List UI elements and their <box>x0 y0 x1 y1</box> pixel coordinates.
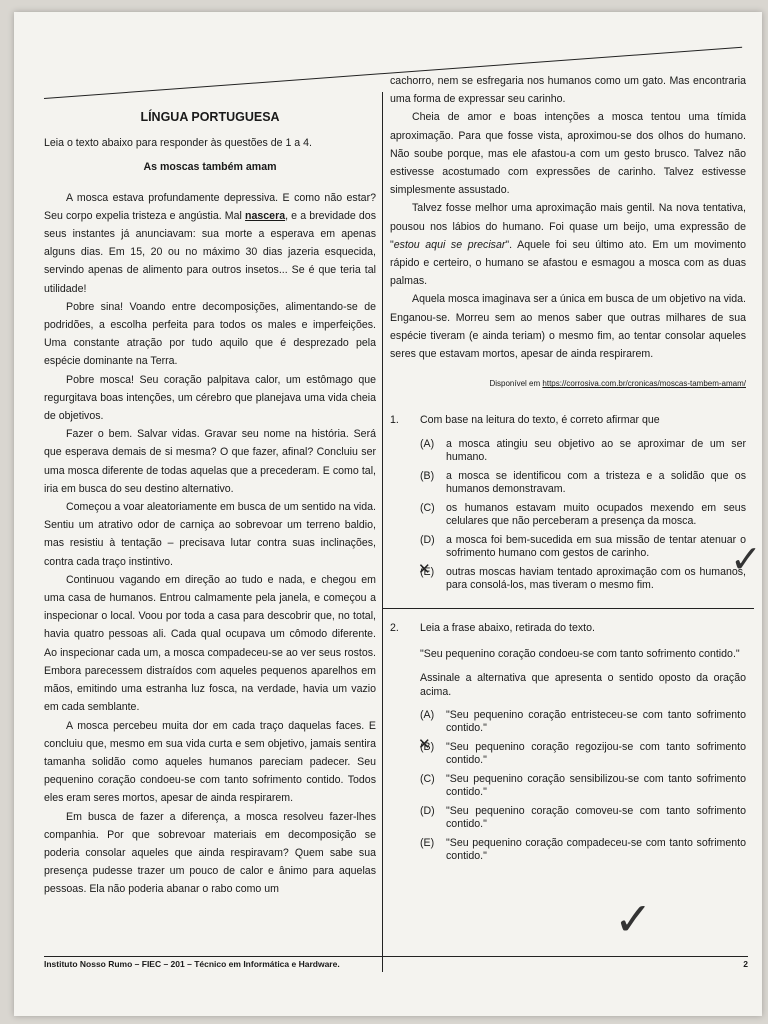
question-1 <box>390 411 746 597</box>
source-citation: Disponível em https://corrosiva.com.br/cronicas/moscas-tambem-amam/ <box>489 379 746 389</box>
marked-option: (B) ✕ <box>420 741 446 767</box>
answer-option[interactable]: (D) a mosca foi bem-sucedida em sua missão de tentar atenuar o sofrimento humano com gestos de carinho. <box>420 533 746 559</box>
page-number: 2 <box>743 959 748 969</box>
left-column <box>44 108 376 899</box>
story-paragraph: A mosca estava profundamente depressiva. E como não estar? Seu corpo expelia tristeza e angústia. Mal nascera, e a brevidade dos seus instantes já anunciavam: sua morte a esperava em apenas alguns dias. Em 15, 20 ou no máximo 30 dias jazeria esquecida, servindo apenas de alimento para outros insetos... Se é que teria tal utilidade! <box>44 191 376 295</box>
checkmark-icon: ✓ <box>614 892 653 946</box>
answer-option[interactable]: (B) a mosca se identificou com a tristeza e a solidão que os humanos demonstravam. <box>420 469 746 495</box>
story-paragraph: Em busca de fazer a diferença, a mosca resolveu fazer-lhes companhia. Por que sobrevoar materiais em decomposição se poderia consolar aqueles que ainda respiravam? Quem sabe sua presença pudesse trazer um pouco de calor e ânimo para aquelas pessoas. Ela não poderia abanar o rabo como um <box>44 810 376 896</box>
question-stem: Com base na leitura do texto, é correto afirmar que <box>420 414 660 427</box>
story-paragraph: Pobre mosca! Seu coração palpitava calor, um estômago que regurgitava boas intenções, um cérebro que planejava uma vida cheia de objetivos. <box>44 373 376 423</box>
answer-option[interactable]: (B) ✕ "Seu pequenino coração regozijou-se com tanto sofrimento contido." <box>420 741 746 767</box>
column-divider <box>382 92 383 972</box>
instructions: Leia o texto abaixo para responder às questões de 1 a 4. <box>44 137 312 150</box>
story-paragraph: Pobre sina! Voando entre decomposições, alimentando-se de podridões, a escolha perfeita para todos os males e imperfeições. Uma constante atração por tudo aquilo que é desprezado pela espécie dominante na Terra. <box>44 300 376 368</box>
story-paragraph: Começou a voar aleatoriamente em busca de um sentido na vida. Sentiu um atrativo odor de carniça ao sobrevoar um terreno baldio, mas resistiu à tentação – precisava lutar contra suas inclinações, contra cada traço instintivo. <box>44 501 376 568</box>
answer-option[interactable]: (C) os humanos estavam muito ocupados mexendo em seus celulares que não perceberam a presença da mosca. <box>420 501 746 527</box>
question-number: 1. <box>390 414 399 427</box>
marked-option: (E) ✕ <box>420 566 446 592</box>
answer-option[interactable]: (E) ✕ outras moscas haviam tentado aproximação com os humanos, para consolá-los, mas tiveram o mesmo fim. <box>420 566 746 592</box>
story-paragraph: Cheia de amor e boas intenções a mosca tentou uma tímida aproximação. Para que fosse vista, aproximou-se dos olhos do humano. Não soube porque, mas ele afastou-a com um gesto brusco. Talvez não estivesse acostumado com expressões de carinho. Talvez estivesse simplesmente assustado. <box>390 111 746 197</box>
answer-option[interactable]: (A) "Seu pequenino coração entristeceu-se com tanto sofrimento contido." <box>420 708 746 734</box>
story-paragraph: Aquela mosca imaginava ser a única em busca de um objetivo na vida. Enganou-se. Morreu sem ao menos saber que outras milhares de sua espécie tiveram (e ainda teriam) o mesmo fim, ao tentar consolar aqueles seres que estavam mortos, apesar de ainda respirarem. <box>390 293 746 361</box>
source-link[interactable]: https://corrosiva.com.br/cronicas/moscas-tambem-amam/ <box>542 379 746 389</box>
page-footer <box>44 956 748 969</box>
answer-option[interactable]: (A) a mosca atingiu seu objetivo ao se aproximar de um ser humano. <box>420 437 746 463</box>
story-paragraph: Continuou vagando em direção ao tudo e nada, e chegou em uma casa de humanos. Entrou calmamente pela janela, e começou a inspecionar o local. Voou por toda a casa para descobrir que, no total, havia quatro pessoas ali. Cada qual ocupava um cômodo diferente. Ao inspecionar cada um, a mosca compadeceu-se ao ver seus rostos. Embora parecessem distraídos com aqueles pequenos aparelhos em mãos, emitindo uma estranha luz fosca, na verdade, havia um vazio em cada semblante. <box>44 573 376 714</box>
question-stem: Leia a frase abaixo, retirada do texto. <box>420 621 595 634</box>
answer-option[interactable]: (D) "Seu pequenino coração comoveu-se com tanto sofrimento contido." <box>420 804 746 830</box>
exam-page <box>14 12 762 1016</box>
section-title: LÍNGUA PORTUGUESA <box>140 110 280 124</box>
question-prompt: Assinale a alternativa que apresenta o sentido oposto da oração acima. <box>420 671 746 698</box>
highlighted-word: nascera <box>245 209 286 222</box>
footer-institution: Instituto Nosso Rumo – FIEC – 201 – Técnico em Informática e Hardware. <box>44 959 340 969</box>
story-paragraph: A mosca percebeu muita dor em cada traço daquelas faces. E concluiu que, mesmo em sua vida curta e sem objetivo, jamais sentira tamanha solidão como aqueles humanos pareciam padecer. Seu pequenino coração condoeu-se com tanto sofrimento contido. Todos eles eram seres mortos, apesar de ainda respirarem. <box>44 719 376 805</box>
right-column <box>390 72 746 869</box>
answer-option[interactable]: (C) "Seu pequenino coração sensibilizou-se com tanto sofrimento contido." <box>420 772 746 798</box>
quoted-sentence: "Seu pequenino coração condoeu-se com tanto sofrimento contido." <box>420 647 740 660</box>
answer-option[interactable]: (E) "Seu pequenino coração compadeceu-se com tanto sofrimento contido." <box>420 836 746 862</box>
question-number: 2. <box>390 621 399 634</box>
story-paragraph: cachorro, nem se esfregaria nos humanos como um gato. Mas encontraria uma forma de expressar seu carinho. <box>390 75 746 106</box>
question-separator <box>382 608 754 609</box>
checkmark-icon: ✓ <box>730 537 762 581</box>
story-paragraph: Fazer o bem. Salvar vidas. Gravar seu nome na história. Será que esperava demais de si mesma? O que fazer, afinal? Concluiu ser uma mosca diferente de todas aquelas que a precederam. E como tal, iria em busca do seu destino alternativo. <box>44 428 376 495</box>
question-2 <box>390 619 746 869</box>
story-paragraph: Talvez fosse melhor uma aproximação mais gentil. Na nova tentativa, pousou nos lábios do humano. Foi quase um beijo, uma expressão de "estou aqui se precisar". Aquele foi seu último ato. Em um movimento rápido e certeiro, o humano se afastou e esmagou a mosca com as duas palmas. <box>390 202 746 288</box>
story-title: As moscas também amam <box>143 161 277 174</box>
